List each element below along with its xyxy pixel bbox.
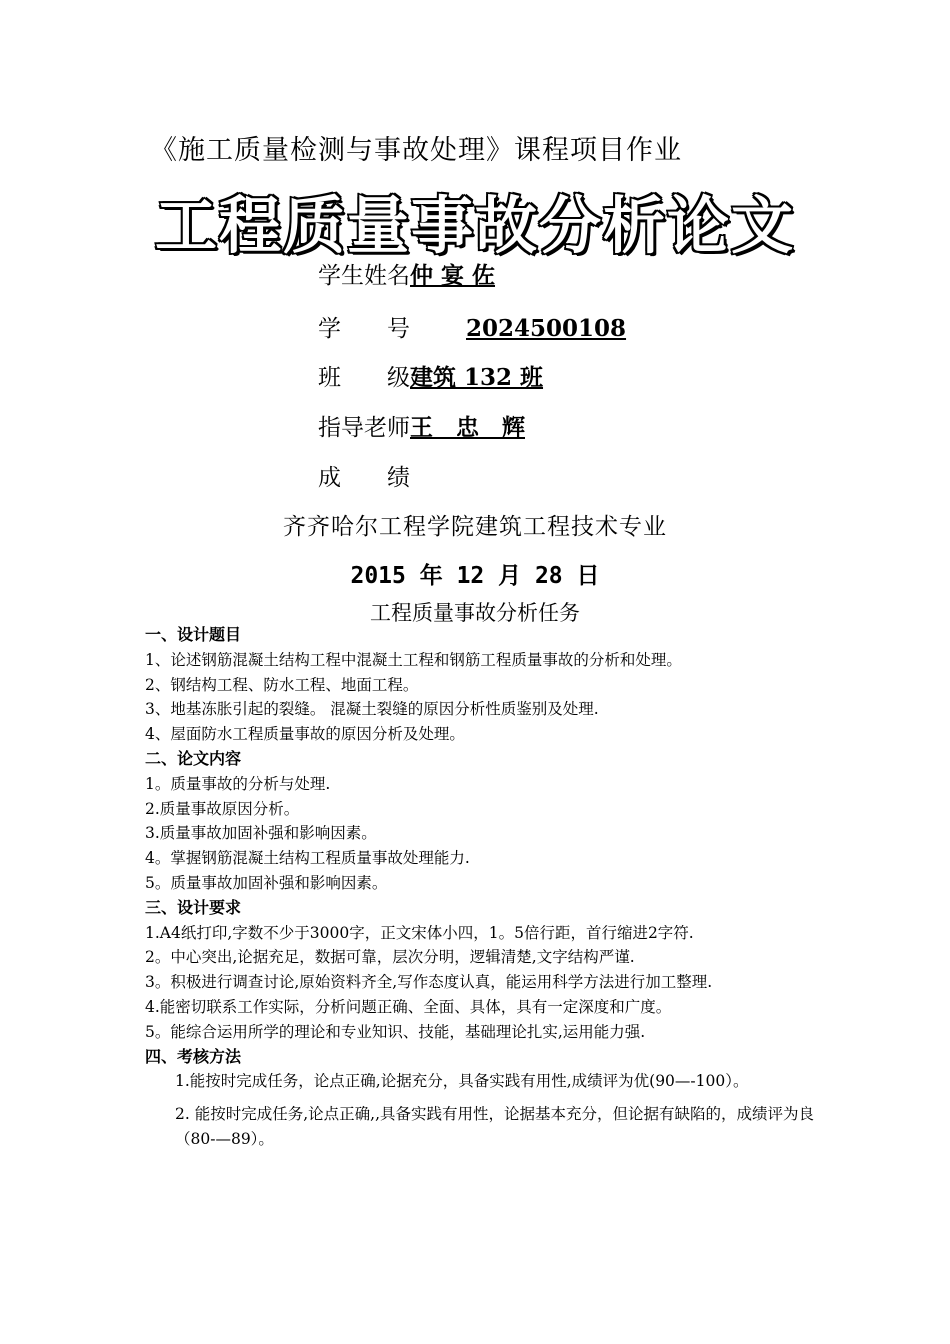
list-item: 1.A4纸打印,字数不少于3000字，正文宋体小四，1。5倍行距，首行缩进2字符. bbox=[145, 923, 694, 942]
student-id-row bbox=[318, 310, 626, 343]
student-name-value: 仲 宴 佐 bbox=[410, 262, 496, 289]
list-item: 3.质量事故加固补强和影响因素。 bbox=[145, 824, 377, 843]
class-value: 建筑 132 班 bbox=[410, 364, 544, 391]
student-name-label: 学生姓名 bbox=[318, 263, 410, 289]
list-item: 2. 能按时完成任务,论点正确,,具备实践有用性，论据基本充分，但论据有缺陷的，成绩评为良（80-—89）。 bbox=[175, 1105, 814, 1148]
advisor-label: 指导老师 bbox=[318, 415, 410, 441]
section-heading: 四、考核方法 bbox=[145, 1046, 242, 1066]
advisor-value: 王 忠 辉 bbox=[410, 414, 525, 441]
section-heading: 一、设计题目 bbox=[145, 625, 242, 644]
list-item: 1.能按时完成任务，论点正确,论据充分，具备实践有用性,成绩评为优(90—-100）。 bbox=[175, 1072, 749, 1091]
list-item: 2.质量事故原因分析。 bbox=[145, 799, 300, 818]
grade-row bbox=[318, 459, 410, 492]
task-body bbox=[145, 623, 815, 1152]
list-item: 1。质量事故的分析与处理. bbox=[145, 774, 331, 793]
section-heading: 三、设计要求 bbox=[145, 897, 242, 917]
student-id-label: 学 号 bbox=[318, 316, 410, 342]
student-id-value: 2024500108 bbox=[466, 315, 627, 342]
list-item: 1、论述钢筋混凝土结构工程中混凝土工程和钢筋工程质量事故的分析和处理。 bbox=[145, 650, 682, 669]
list-item: 5。质量事故加固补强和影响因素。 bbox=[145, 873, 388, 892]
class-label: 班 级 bbox=[318, 365, 410, 391]
list-item: 3。积极进行调查讨论,原始资料齐全,写作态度认真，能运用科学方法进行加工整理. bbox=[145, 973, 713, 992]
list-item: 5。能综合运用所学的理论和专业知识、技能，基础理论扎实,运用能力强. bbox=[145, 1022, 646, 1041]
list-item: 4。掌握钢筋混凝土结构工程质量事故处理能力. bbox=[145, 849, 470, 868]
section-heading: 二、论文内容 bbox=[145, 748, 242, 768]
main-title: 工程质量事故分析论文 bbox=[154, 189, 795, 262]
list-item: 4、屋面防水工程质量事故的原因分析及处理。 bbox=[145, 725, 465, 744]
grade-label: 成 绩 bbox=[318, 465, 410, 491]
submission-date: 2015 年 12 月 28 日 bbox=[350, 563, 600, 589]
class-row bbox=[318, 359, 543, 392]
student-name-row bbox=[318, 257, 495, 290]
list-item: 2、钢结构工程、防水工程、地面工程。 bbox=[145, 675, 419, 694]
list-item: 4.能密切联系工作实际，分析问题正确、全面、具体，具有一定深度和广度。 bbox=[145, 997, 672, 1016]
school-name: 齐齐哈尔工程学院建筑工程技术专业 bbox=[283, 514, 667, 540]
advisor-row bbox=[318, 409, 525, 442]
task-title: 工程质量事故分析任务 bbox=[370, 601, 580, 625]
course-title: 《施工质量检测与事故处理》课程项目作业 bbox=[150, 135, 682, 166]
list-item: 2。中心突出,论据充足，数据可靠，层次分明，逻辑清楚,文字结构严谨. bbox=[145, 948, 635, 967]
list-item: 3、地基冻胀引起的裂缝。 混凝土裂缝的原因分析性质鉴别及处理. bbox=[145, 700, 599, 719]
